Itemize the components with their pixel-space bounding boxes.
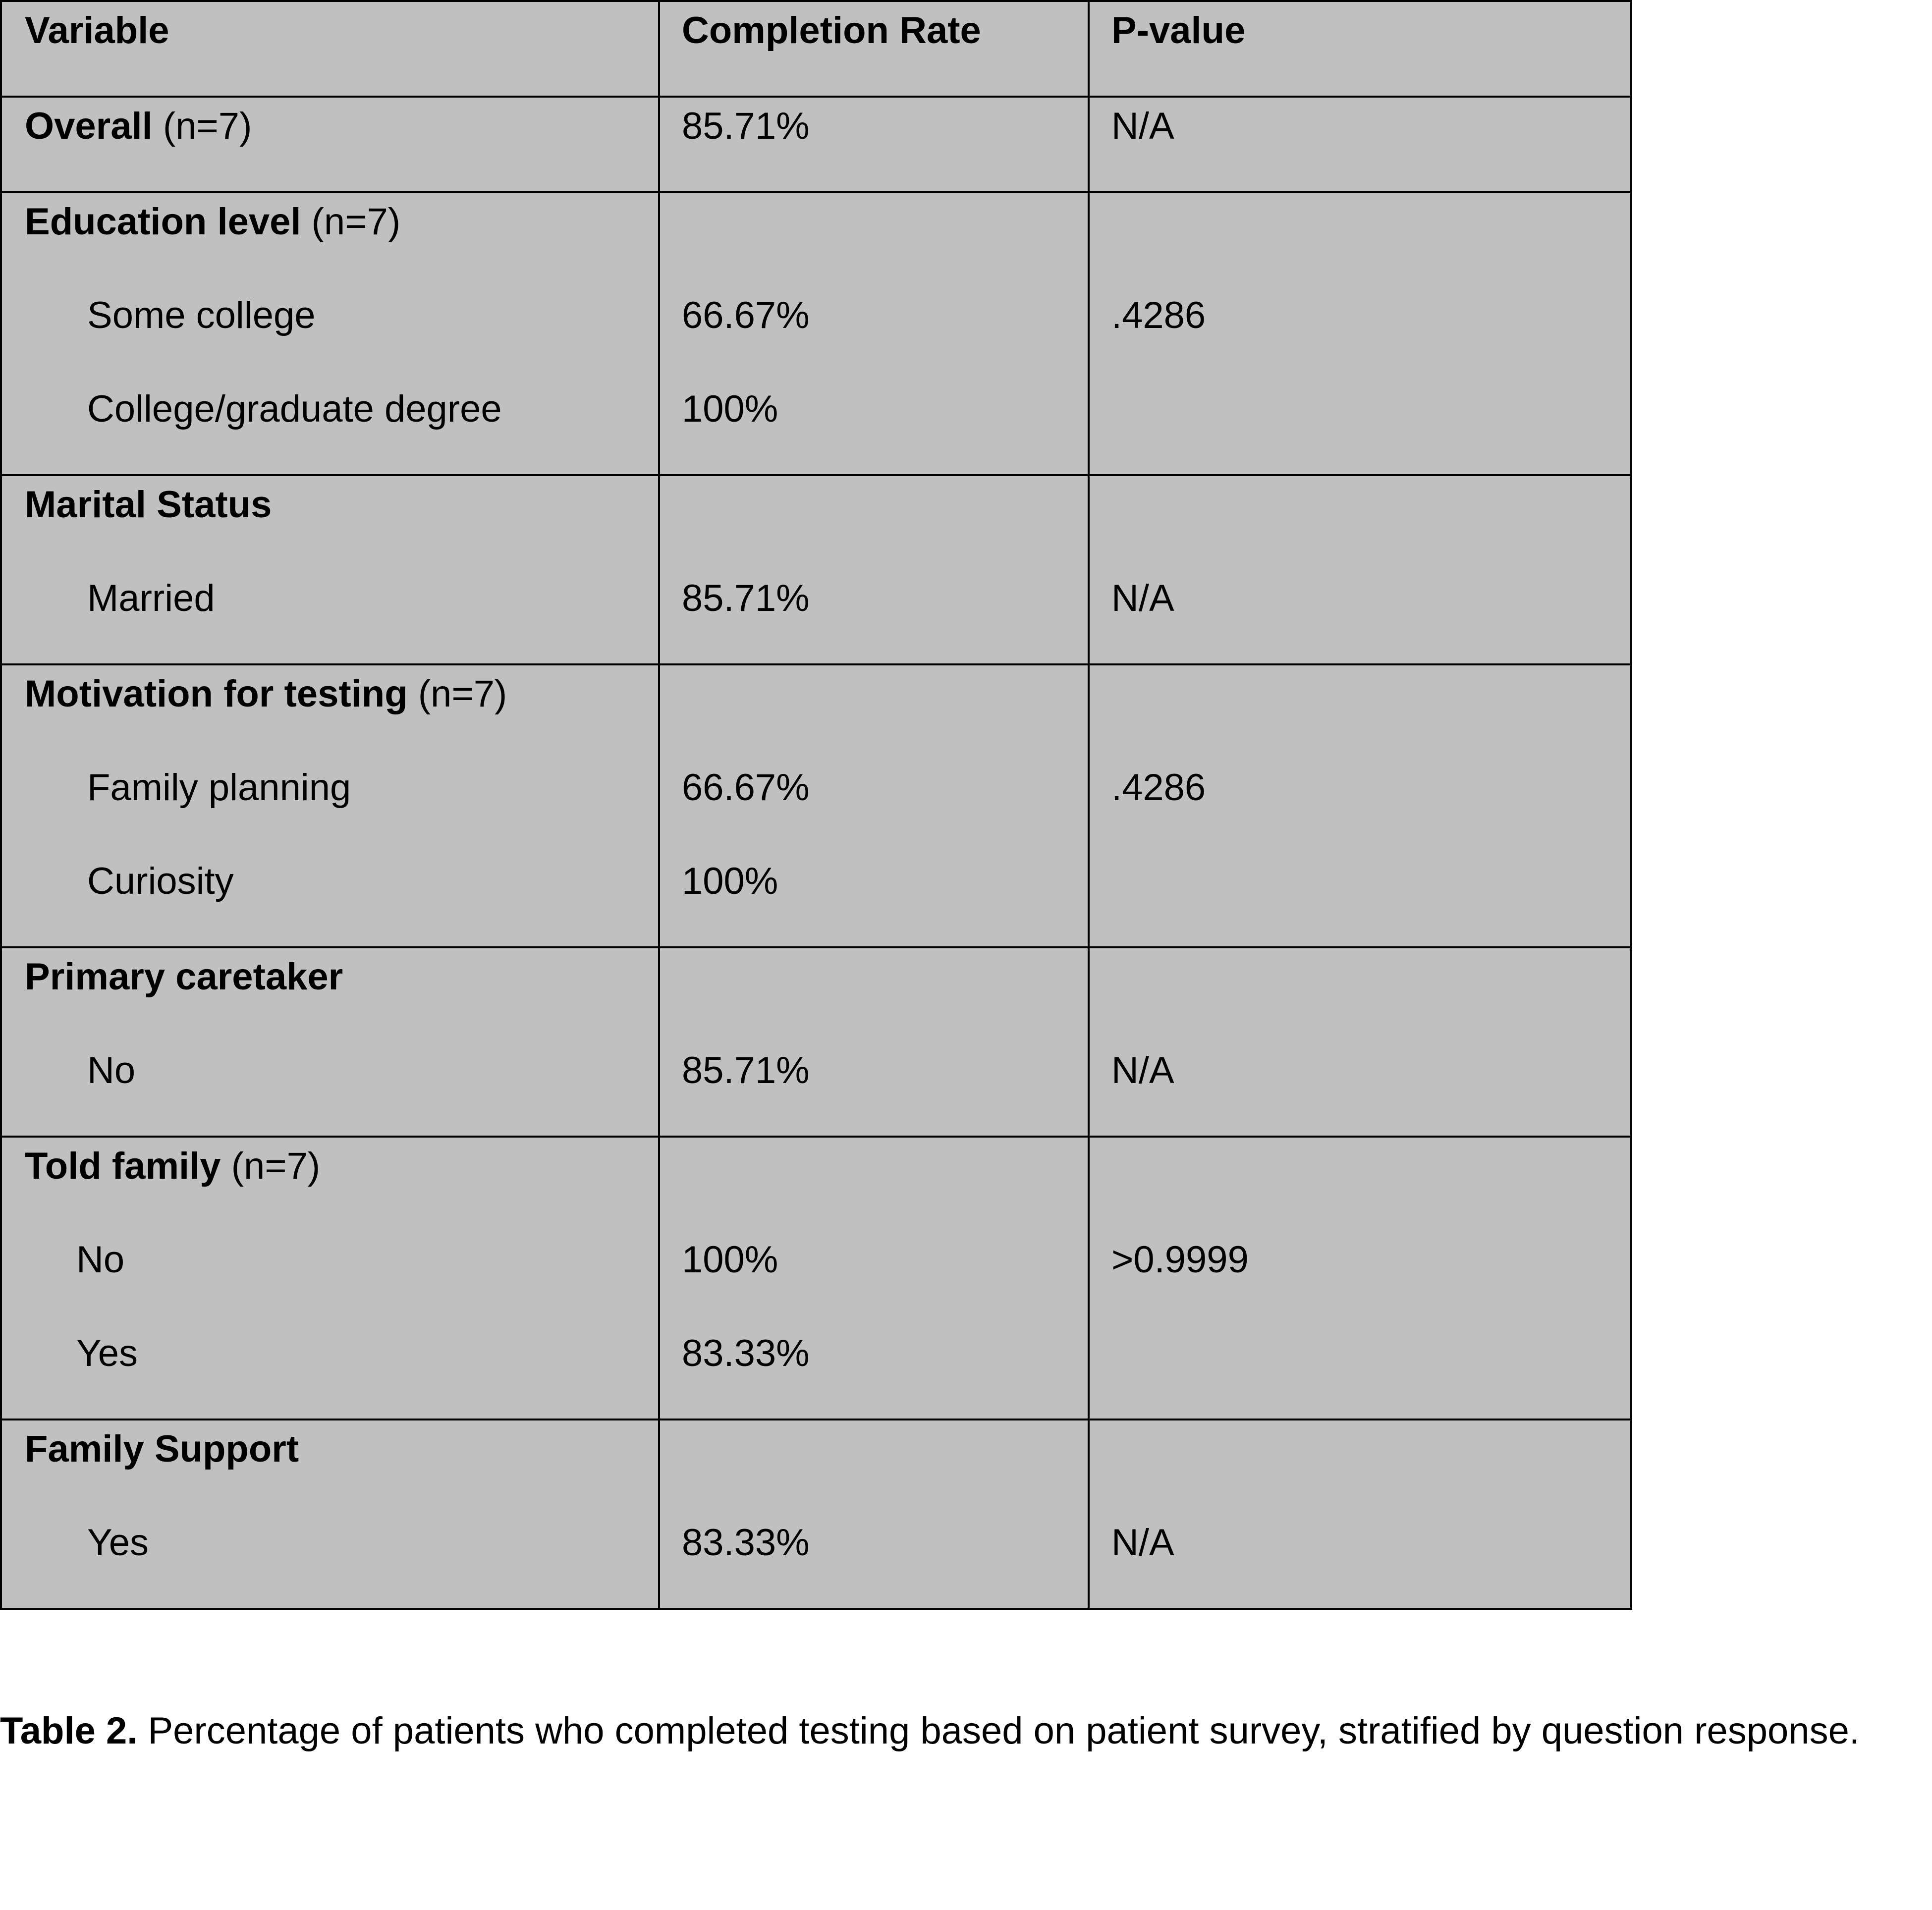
p-value-cell: .4286 <box>1089 664 1631 947</box>
table-row-told-family <box>1 1137 1631 1419</box>
group-label: Marital Status <box>25 484 272 526</box>
subgroup-label: Curiosity <box>87 860 234 902</box>
subgroup-label: Some college <box>87 294 316 336</box>
subgroup-label: College/graduate degree <box>87 388 502 430</box>
variable-cell <box>1 1419 659 1609</box>
p-value-cell: N/A <box>1089 97 1631 192</box>
group-label: Family Support <box>25 1428 299 1470</box>
variable-cell <box>1 475 659 664</box>
table-row-motivation-for-testing <box>1 664 1631 947</box>
subgroup-label: Married <box>87 577 215 619</box>
group-qualifier: (n=7) <box>221 1145 321 1187</box>
header-completion-rate: Completion Rate <box>659 1 1089 97</box>
p-value-cell: .4286 <box>1089 192 1631 475</box>
group-qualifier: (n=7) <box>301 201 401 243</box>
table-row-marital-status <box>1 475 1631 664</box>
header-row <box>1 1 1631 97</box>
subgroup-label: Yes <box>76 1332 138 1374</box>
caption-label: Table 2. <box>0 1710 138 1752</box>
subgroup-label: No <box>76 1239 125 1281</box>
variable-cell <box>1 192 659 475</box>
group-label: Primary caretaker <box>25 956 343 998</box>
rate-cell: 85.71% <box>659 947 1089 1137</box>
rate-cell: 66.67% 100% <box>659 664 1089 947</box>
rate-cell: 83.33% <box>659 1419 1089 1609</box>
p-value-cell: N/A <box>1089 1419 1631 1609</box>
group-label: Education level <box>25 201 301 243</box>
p-value-cell: >0.9999 <box>1089 1137 1631 1419</box>
caption-text: Percentage of patients who completed testing based on patient survey, stratified by question response. <box>137 1710 1860 1752</box>
group-qualifier: (n=7) <box>152 105 252 147</box>
variable-cell <box>1 1137 659 1419</box>
p-value-cell: N/A <box>1089 947 1631 1137</box>
table-row-primary-caretaker <box>1 947 1631 1137</box>
group-label: Overall <box>25 105 153 147</box>
subgroup-label: Yes <box>87 1522 149 1564</box>
subgroup-label: No <box>87 1049 136 1091</box>
header-variable: Variable <box>1 1 659 97</box>
rate-cell: 100% 83.33% <box>659 1137 1089 1419</box>
table-row-family-support <box>1 1419 1631 1609</box>
rate-cell: 85.71% <box>659 475 1089 664</box>
table-row-education-level <box>1 192 1631 475</box>
group-label: Motivation for testing <box>25 673 408 715</box>
group-label: Told family <box>25 1145 221 1187</box>
table-row-overall <box>1 97 1631 192</box>
variable-cell <box>1 97 659 192</box>
group-qualifier: (n=7) <box>407 673 507 715</box>
variable-cell <box>1 947 659 1137</box>
rate-cell: 85.71% <box>659 97 1089 192</box>
header-p-value: P-value <box>1089 1 1631 97</box>
p-value-cell: N/A <box>1089 475 1631 664</box>
table-caption <box>0 1700 1923 1762</box>
variable-cell <box>1 664 659 947</box>
rate-cell: 66.67% 100% <box>659 192 1089 475</box>
subgroup-label: Family planning <box>87 766 351 809</box>
